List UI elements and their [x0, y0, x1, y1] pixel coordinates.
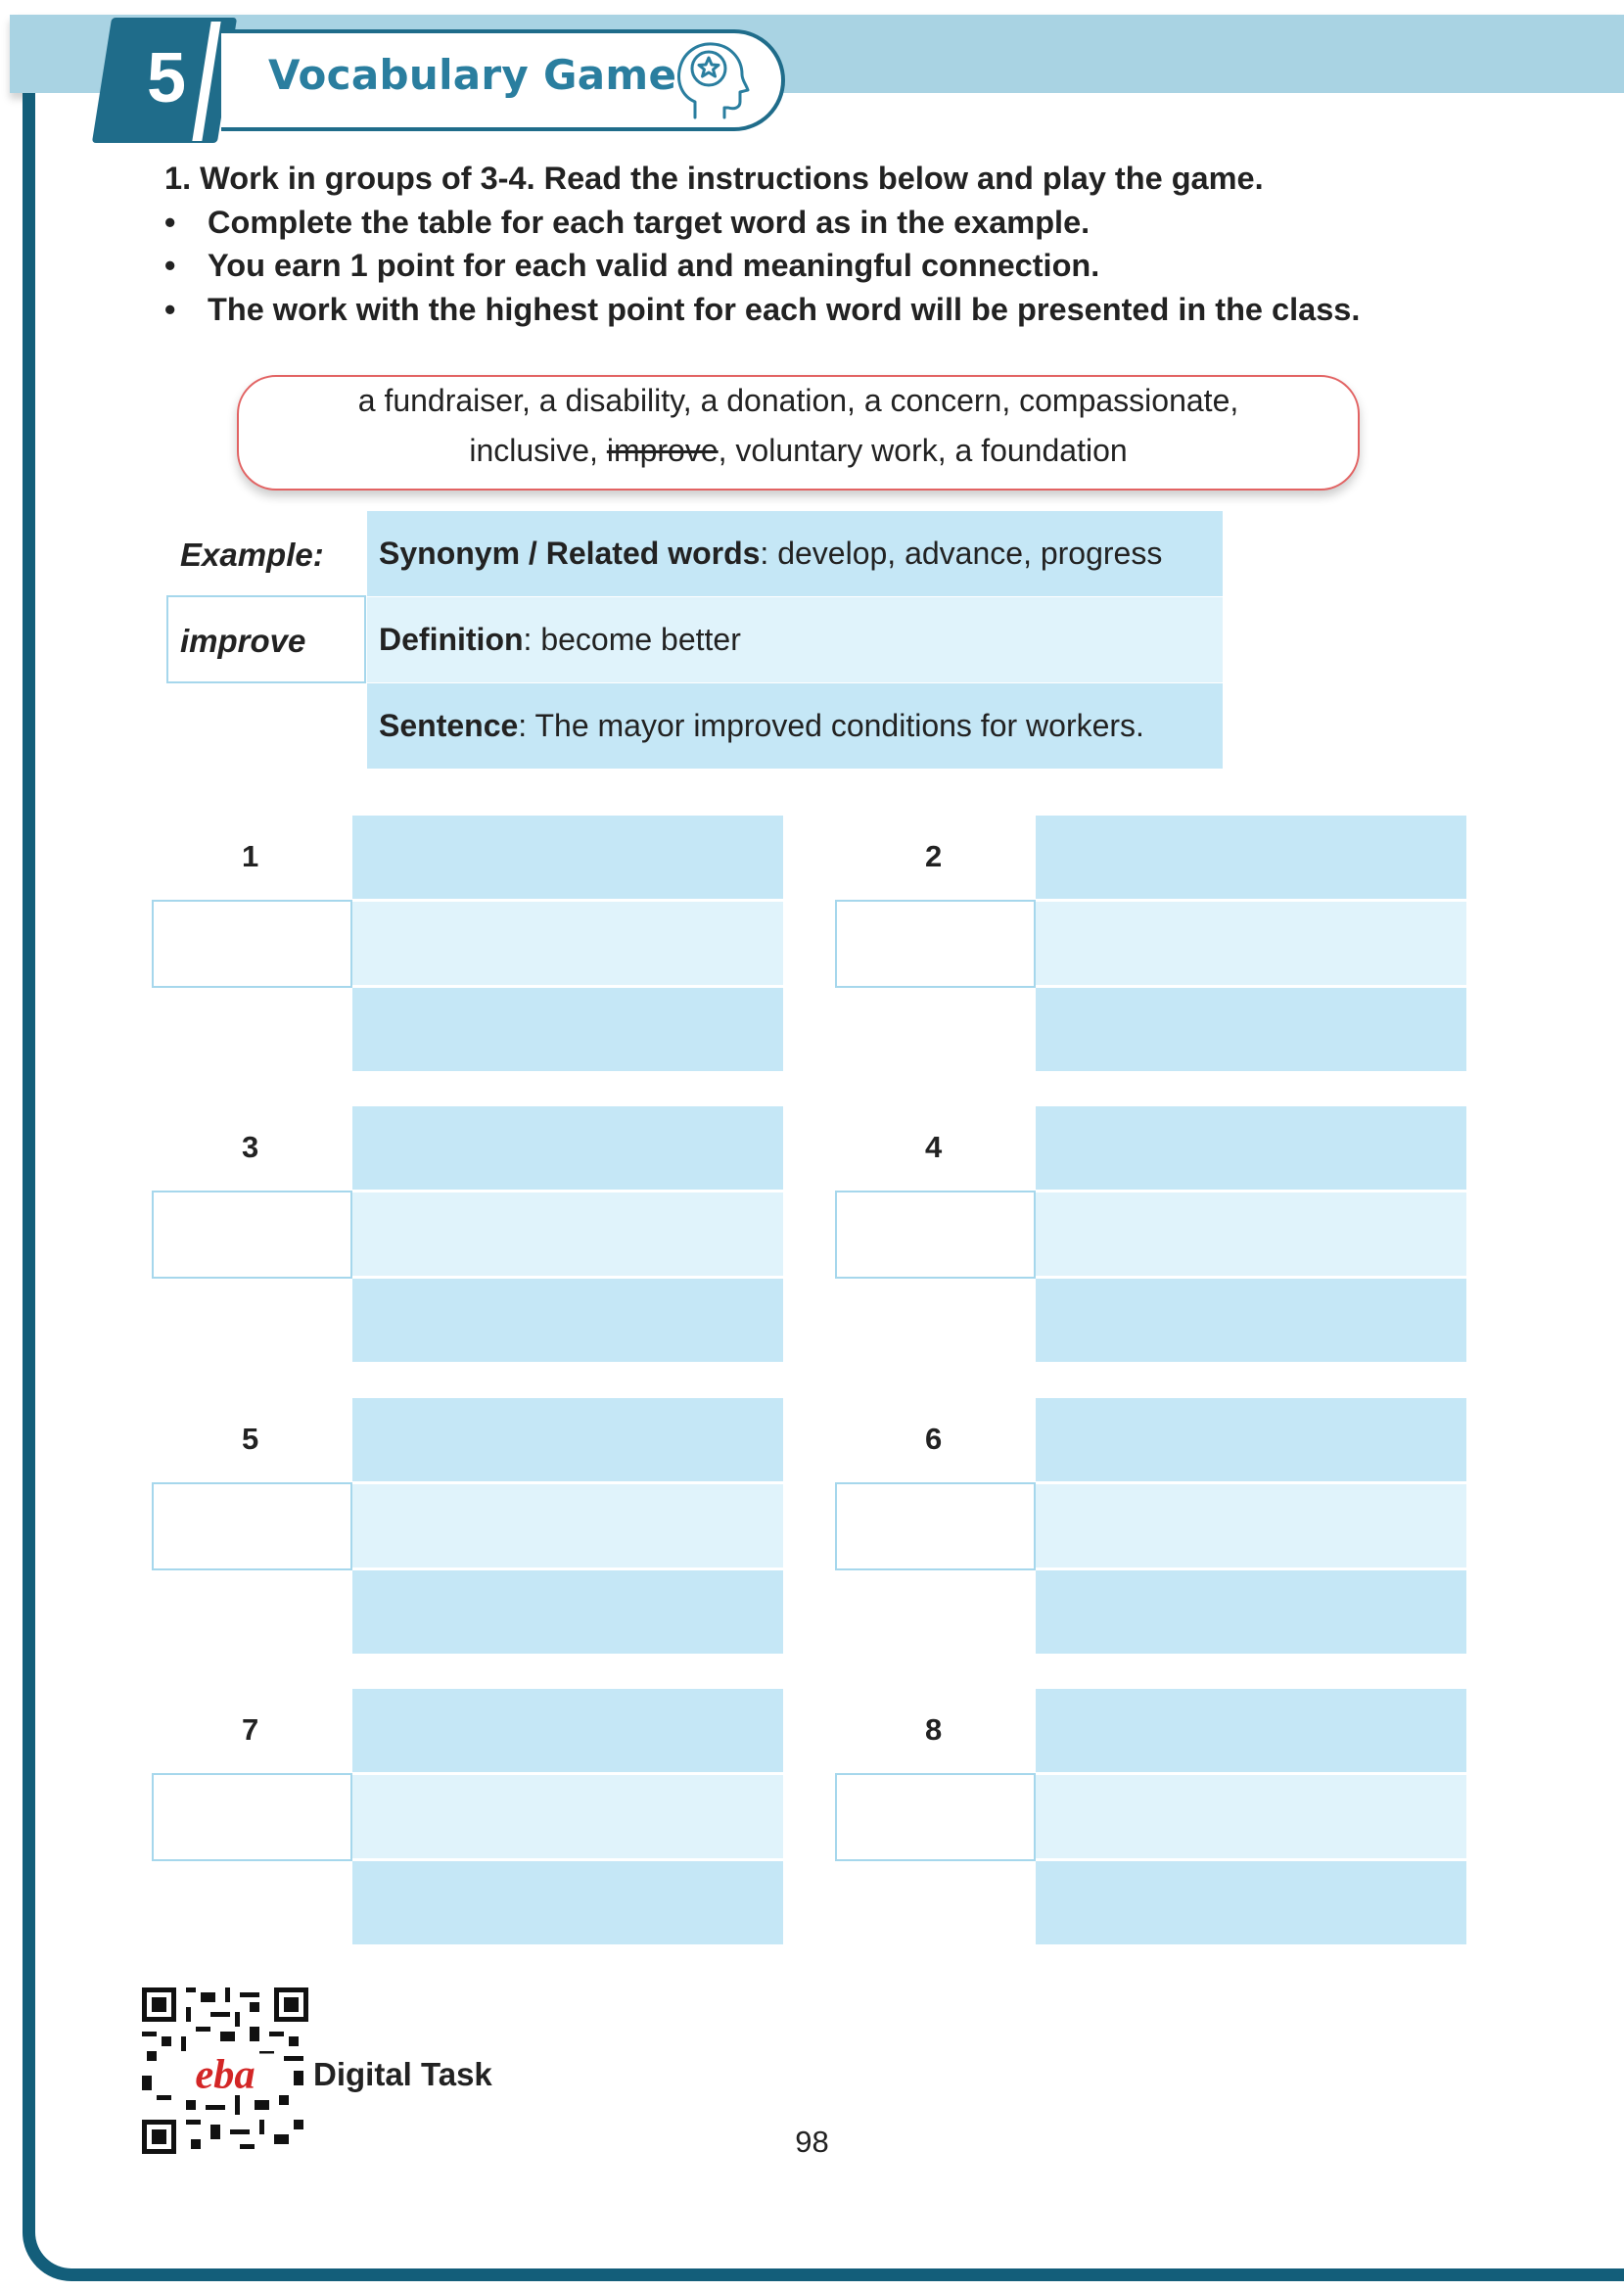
bullet-text: You earn 1 point for each valid and meaningful connection.: [208, 248, 1100, 283]
sentence-label: Sentence: [379, 708, 519, 743]
definition-field[interactable]: [1036, 902, 1466, 985]
synonym-field[interactable]: [352, 1689, 783, 1772]
qr-logo: eba: [195, 2051, 255, 2098]
synonym-field[interactable]: [352, 1106, 783, 1190]
definition-field[interactable]: [352, 1192, 783, 1276]
target-word-input[interactable]: [152, 1482, 352, 1570]
definition-field[interactable]: [1036, 1192, 1466, 1276]
bullet-text: The work with the highest point for each word will be presented in the class.: [208, 291, 1361, 327]
definition-field[interactable]: [1036, 1484, 1466, 1567]
target-word-input[interactable]: [152, 1191, 352, 1279]
example-word: improve: [180, 623, 306, 659]
instruction-bullet: [164, 288, 1360, 332]
sentence-field[interactable]: [1036, 1570, 1466, 1654]
target-word-input[interactable]: [835, 900, 1036, 988]
digital-task-label: Digital Task: [313, 2056, 492, 2092]
sentence-field[interactable]: [1036, 988, 1466, 1071]
definition-label: Definition: [379, 622, 524, 657]
sentence-value: : The mayor improved conditions for workers.: [518, 708, 1144, 743]
word-table-number: 4: [925, 1130, 943, 1164]
definition-field[interactable]: [352, 1775, 783, 1858]
page-title: Vocabulary Game: [268, 51, 677, 99]
definition-field[interactable]: [352, 902, 783, 985]
example-label: Example:: [180, 537, 324, 573]
synonym-field[interactable]: [1036, 1689, 1466, 1772]
target-word-input[interactable]: [152, 900, 352, 988]
word-table-number: 1: [242, 839, 259, 873]
example-definition-row: [367, 597, 1223, 682]
struck-word: improve: [606, 433, 719, 468]
word-bank: [237, 376, 1360, 476]
definition-field[interactable]: [352, 1484, 783, 1567]
bullet-dot: •: [164, 248, 176, 283]
sentence-field[interactable]: [352, 988, 783, 1071]
definition-value: : become better: [523, 622, 741, 657]
word-table-number: 8: [925, 1712, 943, 1747]
bullet-text: Complete the table for each target word as in the example.: [208, 204, 1090, 240]
target-word-input[interactable]: [152, 1773, 352, 1861]
bullet-dot: •: [164, 291, 176, 327]
instruction-main: 1. Work in groups of 3-4. Read the instructions below and play the game.: [164, 161, 1264, 196]
synonym-field[interactable]: [1036, 1398, 1466, 1481]
word-table-number: 5: [242, 1422, 259, 1456]
head-star-icon: [672, 39, 750, 123]
sentence-field[interactable]: [1036, 1861, 1466, 1944]
target-word-input[interactable]: [835, 1482, 1036, 1570]
word-bank-line-1: a fundraiser, a disability, a donation, a concern, compassionate,: [357, 383, 1239, 418]
synonym-field[interactable]: [352, 1398, 783, 1481]
synonym-label: Synonym / Related words: [379, 536, 761, 571]
sentence-field[interactable]: [1036, 1279, 1466, 1362]
unit-number: 5: [146, 39, 187, 117]
word-table-number: 7: [242, 1712, 259, 1747]
example-sentence-row: [367, 683, 1223, 769]
page-number: 98: [795, 2125, 829, 2159]
instruction-bullet: [164, 244, 1360, 288]
synonym-value: : develop, advance, progress: [760, 536, 1163, 571]
bullet-dot: •: [164, 204, 176, 240]
target-word-input[interactable]: [835, 1773, 1036, 1861]
sentence-field[interactable]: [352, 1570, 783, 1654]
sentence-field[interactable]: [352, 1279, 783, 1362]
definition-field[interactable]: [1036, 1775, 1466, 1858]
instruction-bullet: [164, 201, 1360, 245]
word-table-number: 2: [925, 839, 943, 873]
synonym-field[interactable]: [352, 816, 783, 899]
example-synonym-row: [367, 511, 1223, 596]
word-bank-line-2: inclusive, improve, voluntary work, a foundation: [469, 433, 1128, 468]
target-word-input[interactable]: [835, 1191, 1036, 1279]
synonym-field[interactable]: [1036, 816, 1466, 899]
word-table-number: 6: [925, 1422, 943, 1456]
synonym-field[interactable]: [1036, 1106, 1466, 1190]
sentence-field[interactable]: [352, 1861, 783, 1944]
instructions: [164, 157, 1360, 331]
word-table-number: 3: [242, 1130, 259, 1164]
